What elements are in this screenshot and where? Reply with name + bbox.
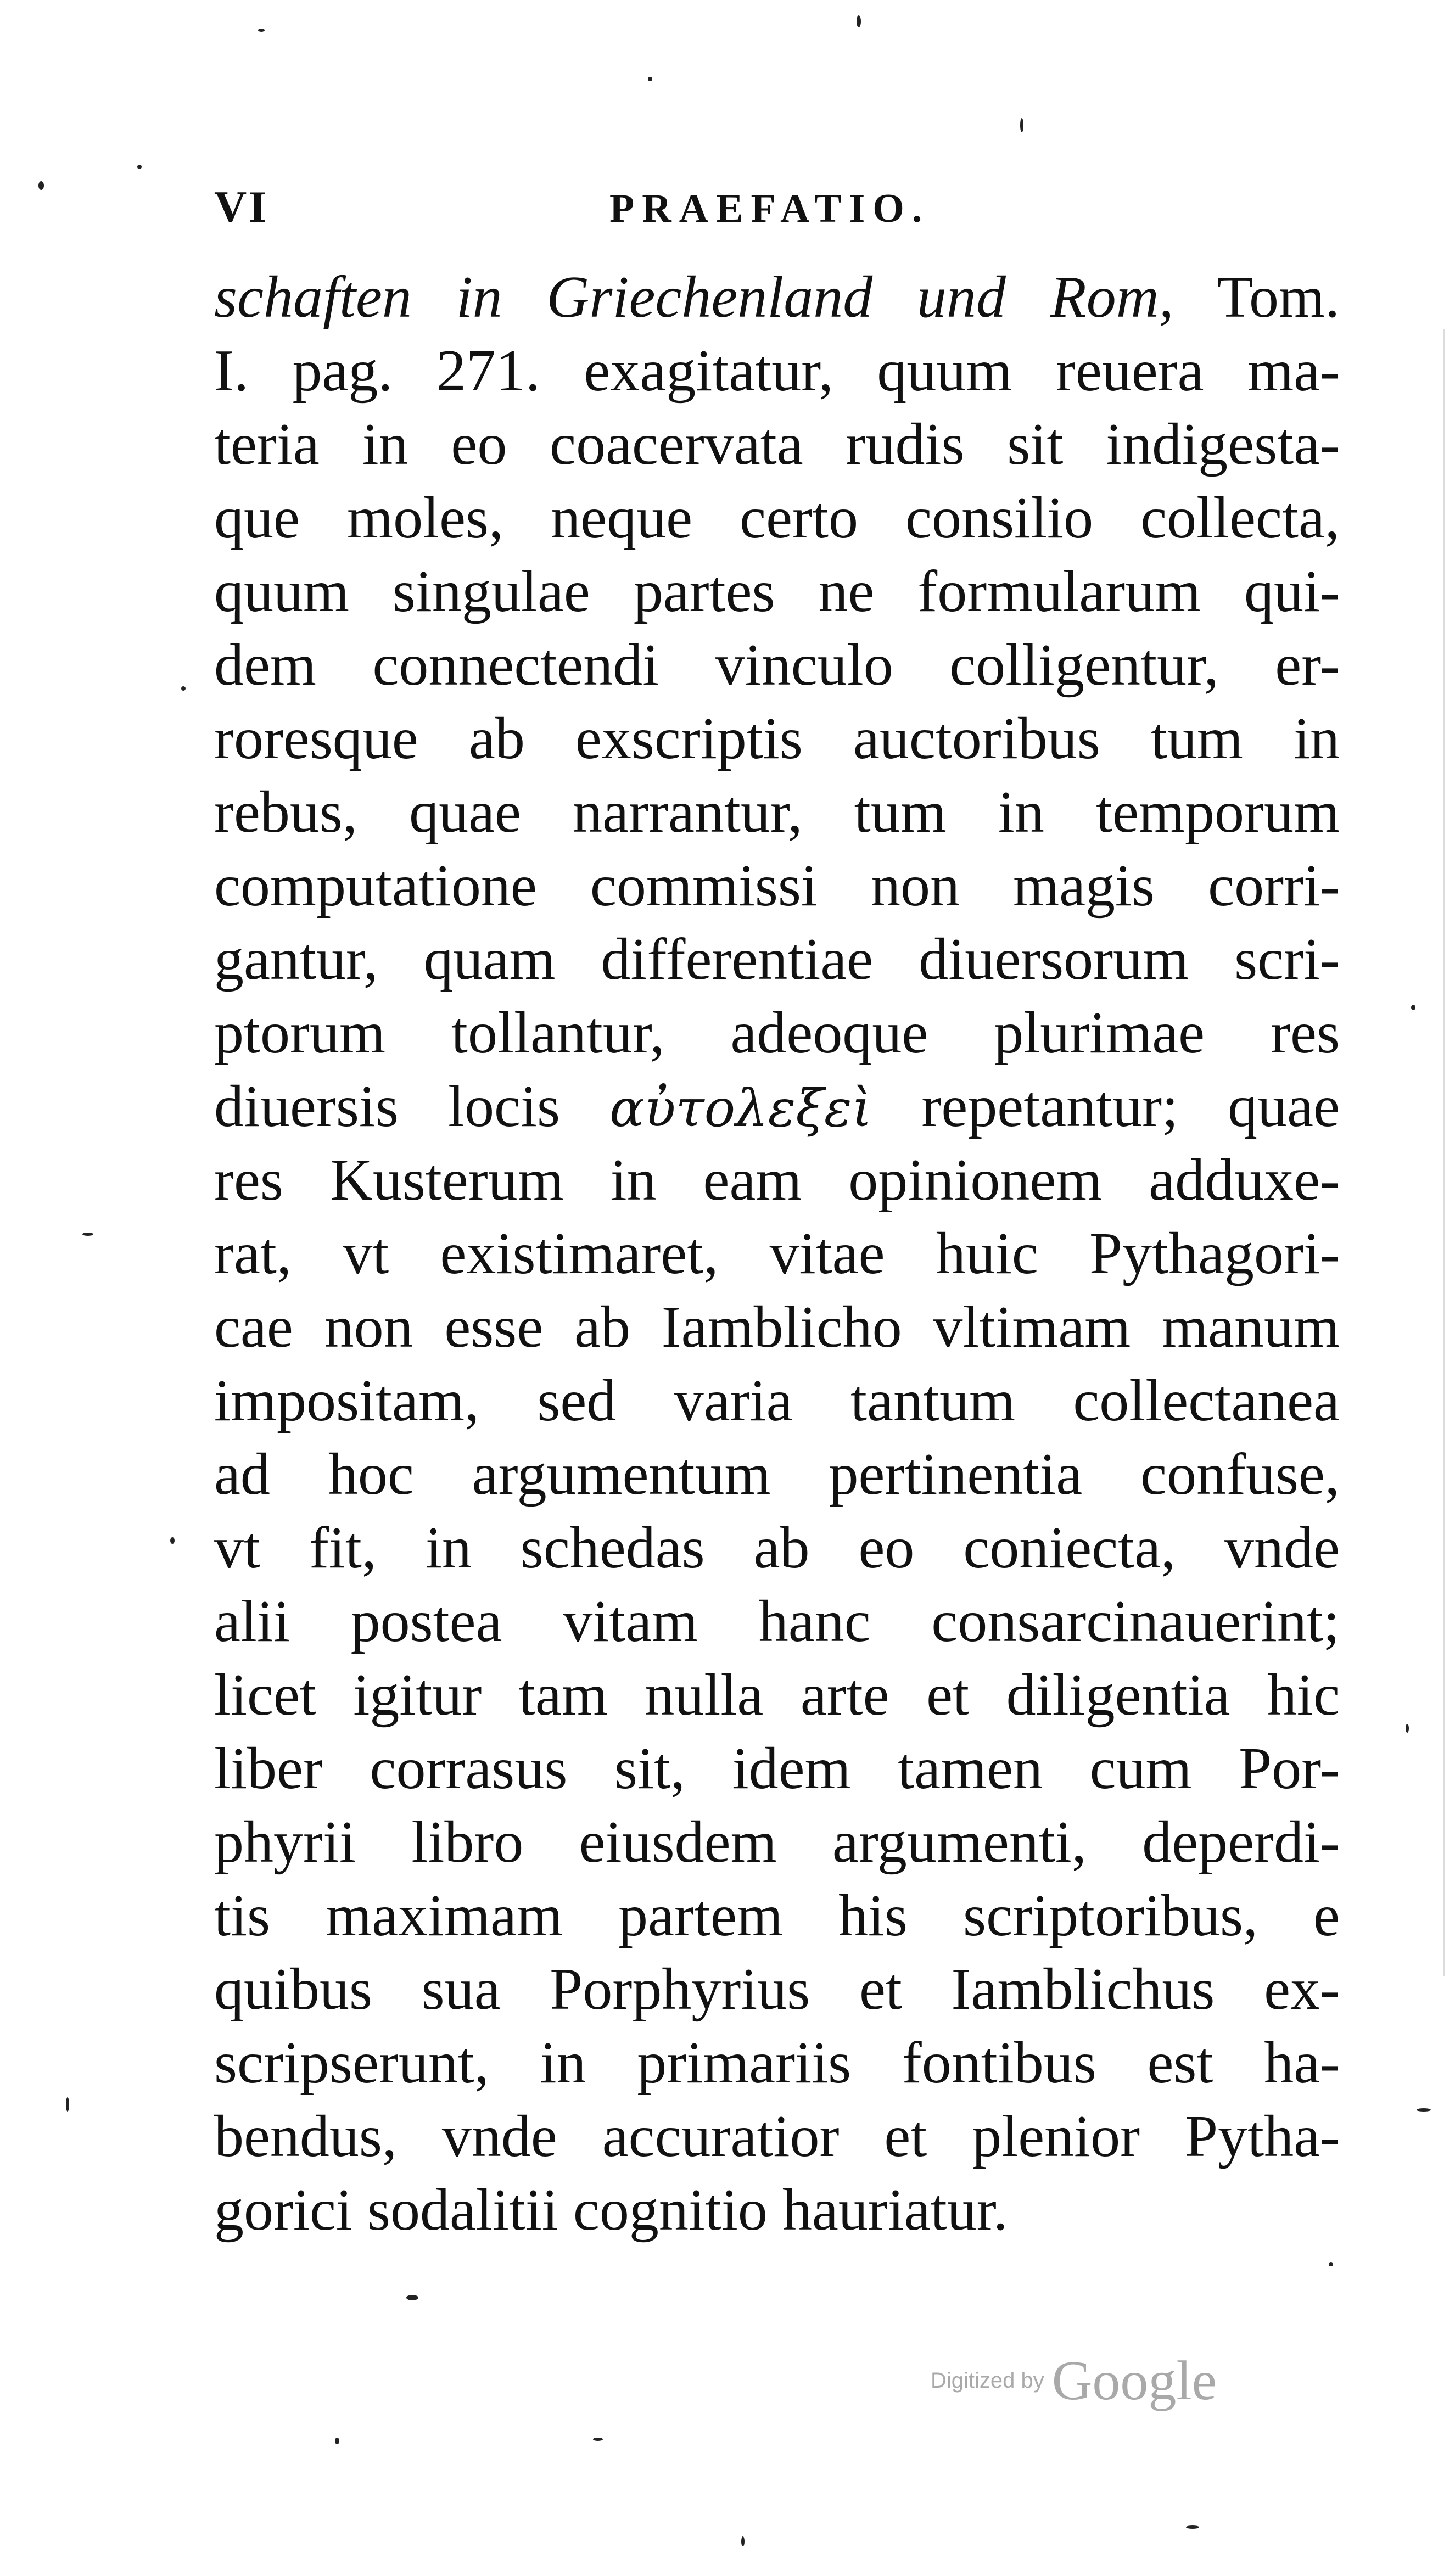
scan-speck (1186, 2525, 1199, 2529)
text-line: bendus, vnde accuratior et plenior Pytha- (214, 2104, 1340, 2169)
scan-speck (66, 2097, 69, 2112)
text-line: vt fit, in schedas ab eo coniecta, vnde (214, 1515, 1340, 1581)
scan-speck (741, 2536, 745, 2546)
scan-speck (648, 77, 652, 81)
scan-speck (1411, 1005, 1415, 1010)
scan-speck (170, 1537, 175, 1544)
watermark-brand: Google (1051, 2350, 1217, 2412)
digitized-watermark (931, 2349, 1217, 2413)
text-line: I. pag. 271. exagitatur, quum reuera ma- (214, 338, 1340, 404)
text-line: rebus, quae narrantur, tum in temporum (214, 780, 1340, 845)
text-line: tis maximam partem his scriptoribus, e (214, 1883, 1340, 1948)
text-line: teria in eo coacervata rudis sit indigesta- (214, 412, 1340, 477)
scan-speck (38, 181, 44, 190)
scan-speck (1417, 2108, 1431, 2112)
scan-speck (1329, 2262, 1333, 2266)
text-line: rat, vt existimaret, vitae huic Pythagori- (214, 1221, 1340, 1286)
text-line: que moles, neque certo consilio collecta, (214, 485, 1340, 551)
body-text (214, 261, 1340, 2247)
text-line: computatione commissi non magis corri- (214, 853, 1340, 919)
watermark-prefix: Digitized by (931, 2368, 1044, 2393)
text-line: alii postea vitam hanc consarcinauerint; (214, 1589, 1340, 1654)
scan-speck (1020, 118, 1023, 132)
text-line: dem connectendi vinculo colligentur, er- (214, 632, 1340, 698)
scan-speck (258, 29, 265, 32)
scan-speck (593, 2438, 603, 2441)
text-line: quum singulae partes ne formularum qui- (214, 559, 1340, 624)
text-line: gorici sodalitii cognitio hauriatur. (214, 2177, 1008, 2243)
text-line: ptorum tollantur, adeoque plurimae res (214, 1000, 1340, 1066)
page-edge-shadow (1443, 329, 1445, 1976)
greek-word: αὐτολεξεὶ (609, 1079, 872, 1139)
text-line: quibus sua Porphyrius et Iamblichus ex- (214, 1957, 1340, 2022)
scan-speck (1406, 1724, 1409, 1733)
scan-speck (335, 2438, 339, 2444)
text-line: roresque ab exscriptis auctoribus tum in (214, 706, 1340, 771)
scan-speck (137, 165, 142, 169)
text-line: schaften in Griechenland und Rom, Tom. (214, 265, 1340, 330)
text-line: liber corrasus sit, idem tamen cum Por- (214, 1736, 1340, 1801)
text-line: gantur, quam differentiae diuersorum scri- (214, 927, 1340, 992)
scan-speck (82, 1233, 93, 1236)
running-title: PRAEFATIO. (609, 186, 930, 231)
text-line: scripserunt, in primariis fontibus est ha- (214, 2030, 1340, 2096)
text-line: impositam, sed varia tantum collectanea (214, 1368, 1340, 1433)
scan-speck (181, 686, 186, 691)
text-line: ad hoc argumentum pertinentia confuse, (214, 1442, 1340, 1507)
page-number: VI (214, 182, 269, 232)
text-line: phyrii libro eiusdem argumenti, deperdi- (214, 1810, 1340, 1875)
text-line: res Kusterum in eam opinionem adduxe- (214, 1147, 1340, 1213)
running-head (214, 181, 1356, 242)
text-line: licet igitur tam nulla arte et diligentia hic (214, 1662, 1340, 1728)
scan-speck (406, 2295, 418, 2300)
text-line: cae non esse ab Iamblicho vltimam manum (214, 1295, 1340, 1360)
text-line: diuersis locis αὐτολεξεὶ repetantur; quae (214, 1074, 1340, 1139)
scan-speck (857, 15, 861, 27)
